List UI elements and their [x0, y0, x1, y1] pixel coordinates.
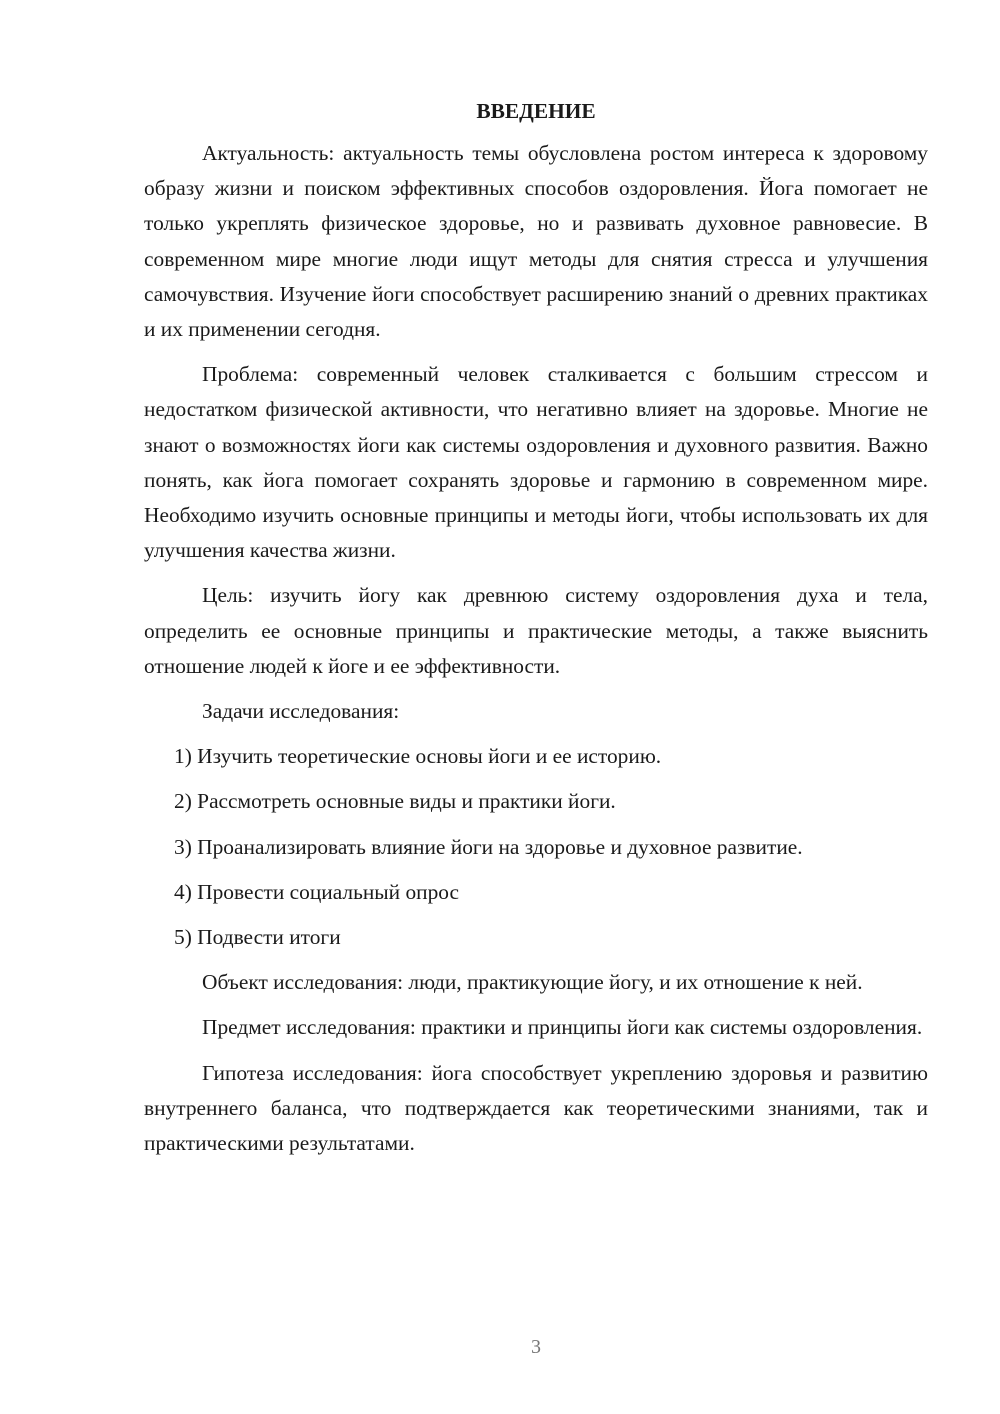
paragraph-problem: Проблема: современный человек сталкивается с большим стрессом и недостатком физической активности, что негативно влияет на здоровье. Многие не знают о возможностях йоги как системы оздоровления и духовного развития. Важно понять, как йога помогает сохранять здоровье и гармонию в современном мире. Необходимо изучить основные принципы и методы йоги, чтобы использовать их для улучшения качества жизни. [144, 362, 928, 563]
list-item: 3) Проанализировать влияние йоги на здоровье и духовное развитие. [174, 834, 803, 859]
list-item: 4) Провести социальный опрос [174, 879, 460, 904]
paragraph-hypothesis: Гипотеза исследования: йога способствует укреплению здоровья и развитию внутреннего баланса, что подтверждается как теоретическими знаниями, так и практическими результатами. [144, 1060, 928, 1156]
paragraph-object: Объект исследования: люди, практикующие йогу, и их отношение к ней. [202, 970, 863, 995]
list-item: 2) Рассмотреть основные виды и практики йоги. [174, 789, 616, 814]
tasks-list [144, 739, 928, 955]
page-number: 3 [531, 1336, 541, 1358]
page-heading: ВВЕДЕНИЕ [476, 99, 596, 123]
tasks-heading: Задачи исследования: [202, 699, 400, 724]
list-item: 1) Изучить теоретические основы йоги и ее историю. [174, 744, 662, 769]
paragraph-subject: Предмет исследования: практики и принципы йоги как системы оздоровления. [202, 1015, 923, 1040]
paragraph-goal: Цель: изучить йогу как древнюю систему оздоровления духа и тела, определить ее основные принципы и практические методы, а также выяснить отношение людей к йоге и ее эффективности. [144, 583, 928, 678]
list-item: 5) Подвести итоги [174, 925, 341, 950]
paragraph-relevance: Актуальность: актуальность темы обусловлена ростом интереса к здоровому образу жизни и поиском эффективных способов оздоровления. Йога помогает не только укреплять физическое здоровье, но и развивать духовное равновесие. В современном мире многие люди ищут методы для снятия стресса и улучшения самочувствия. Изучение йоги способствует расширению знаний о древних практиках и их применении сегодня. [144, 141, 928, 342]
